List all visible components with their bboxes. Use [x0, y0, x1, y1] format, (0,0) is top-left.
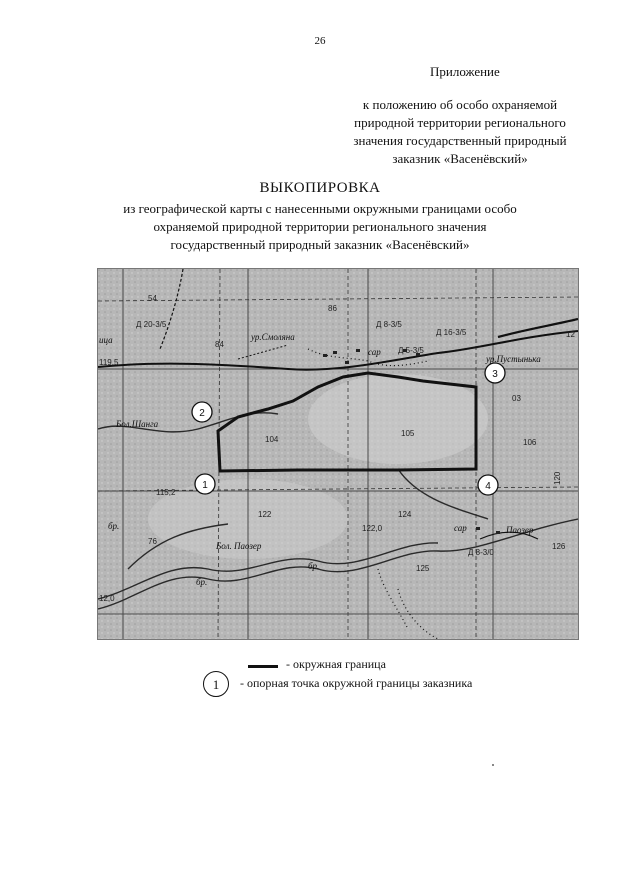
map-background	[98, 269, 578, 639]
document-subtitle	[60, 200, 580, 254]
place-label: сар	[368, 347, 381, 357]
place-label: бр.	[108, 521, 120, 531]
map-mark: Д 16-3/5	[436, 328, 467, 337]
elevation-mark: 119,5	[99, 358, 119, 367]
edge-label: 120	[553, 471, 562, 485]
scan-artifact	[492, 764, 494, 766]
map-mark: Д 8-3/0	[468, 548, 494, 557]
reference-point-4	[478, 475, 498, 495]
svg-text:1: 1	[202, 480, 208, 491]
map-mark: Д 8-3/5	[376, 320, 402, 329]
edge-label: ица	[99, 335, 113, 345]
legend-point-symbol: 1	[203, 671, 229, 697]
appendix-line: к положению об особо охраняемой	[362, 97, 558, 112]
place-label: Паозер	[506, 525, 534, 535]
edge-label: 12	[566, 330, 575, 339]
subtitle-line: государственный природный заказник «Васенёвский»	[170, 237, 470, 252]
reference-point-2	[192, 402, 212, 422]
subtitle-line: охраняемой природной территории регионального значения	[153, 219, 487, 234]
quarter-number: 125	[416, 564, 430, 573]
edge-label: 03	[512, 394, 521, 403]
elevation-mark: 122,0	[362, 524, 383, 533]
quarter-number: 126	[552, 542, 566, 551]
place-label: ур.Пустынька	[486, 354, 541, 364]
document-title: ВЫКОПИРОВКА	[259, 180, 381, 196]
legend-boundary-line	[248, 665, 278, 668]
svg-text:3: 3	[492, 369, 498, 380]
svg-text:4: 4	[485, 481, 491, 492]
map-mark: Д 5-3/5	[398, 346, 424, 355]
quarter-number: 84	[215, 340, 224, 349]
map-excerpt	[97, 268, 579, 640]
legend-point-text: - опорная точка окружной границы заказника	[240, 676, 473, 690]
quarter-number: 105	[401, 429, 415, 438]
elevation-mark: 115,2	[156, 488, 176, 497]
appendix-title: Приложение	[430, 64, 500, 79]
legend-boundary-text: - окружная граница	[286, 657, 386, 671]
appendix-line: заказник «Васенёвский»	[392, 151, 528, 166]
map-mark: Д 20-3/5	[136, 320, 167, 329]
reference-point-1	[195, 474, 215, 494]
place-label: Бол.Шанга	[116, 419, 159, 429]
appendix-caption	[320, 96, 600, 168]
quarter-number: 124	[398, 510, 412, 519]
place-label: сар	[454, 523, 467, 533]
quarter-number: 106	[523, 438, 537, 447]
svg-text:2: 2	[199, 408, 205, 419]
place-label: ур.Смоляна	[251, 332, 295, 342]
quarter-number: 104	[265, 435, 279, 444]
place-label: бр.	[196, 577, 208, 587]
elevation-mark: 12,0	[99, 594, 115, 603]
topographic-map	[98, 269, 578, 639]
quarter-number: 54	[148, 294, 157, 303]
quarter-number: 86	[328, 304, 337, 313]
place-label: бр.	[308, 561, 320, 571]
appendix-line: значения государственный природный	[353, 133, 567, 148]
page-number: 26	[314, 35, 326, 47]
subtitle-line: из географической карты с нанесенными окружными границами особо	[123, 201, 517, 216]
quarter-number: 122	[258, 510, 272, 519]
place-label: Бол. Паозер	[216, 541, 262, 551]
quarter-number: 76	[148, 537, 157, 546]
map-clearing	[308, 374, 488, 464]
appendix-line: природной территории регионального	[354, 115, 566, 130]
reference-point-3	[485, 363, 505, 383]
